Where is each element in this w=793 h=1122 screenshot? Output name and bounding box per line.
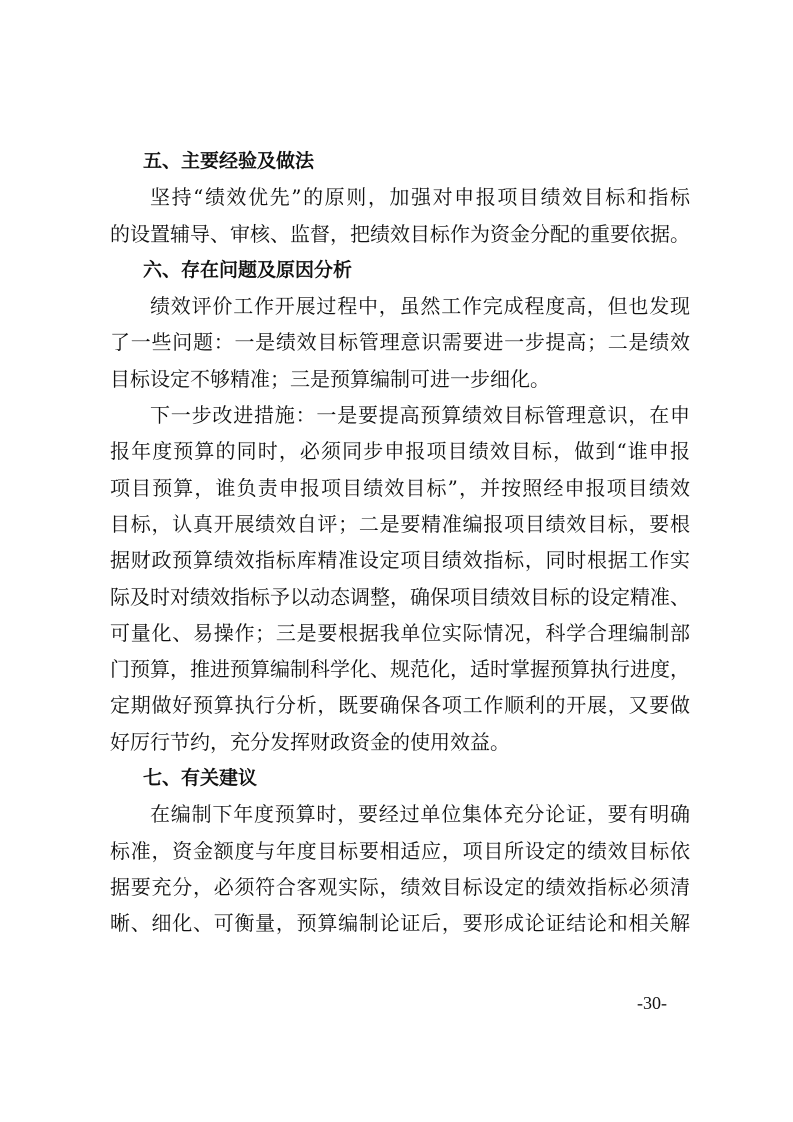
paragraph-line: 的设置辅导、审核、监督，把绩效目标作为资金分配的重要依据。 (110, 221, 690, 246)
section-heading-suggestions: 七、有关建议 (143, 767, 258, 790)
paragraph-line: 绩效评价工作开展过程中，虽然工作完成程度高，但也发现 (150, 294, 690, 319)
paragraph-line: 可量化、易操作；三是要根据我单位实际情况，科学合理编制部 (110, 620, 690, 645)
paragraph-line: 目标设定不够精准；三是预算编制可进一步细化。 (110, 366, 550, 391)
paragraph-line: 在编制下年度预算时，要经过单位集体充分论证，要有明确 (150, 802, 690, 827)
paragraph-line: 晰、细化、可衡量，预算编制论证后，要形成论证结论和相关解 (110, 911, 690, 936)
paragraph-line: 项目预算，谁负责申报项目绩效目标”，并按照经申报项目绩效 (110, 475, 690, 500)
document-body (110, 143, 690, 942)
section-heading-experience: 五、主要经验及做法 (143, 150, 315, 172)
paragraph-line: 标准，资金额度与年度目标要相适应，项目所设定的绩效目标依 (110, 838, 690, 863)
section-heading-problems: 六、存在问题及原因分析 (143, 258, 353, 281)
paragraph-line: 目标，认真开展绩效自评；二是要精准编报项目绩效目标，要根 (110, 511, 690, 536)
paragraph-line: 坚持“绩效优先”的原则，加强对申报项目绩效目标和指标 (150, 185, 690, 210)
paragraph-line: 据财政预算绩效指标库精准设定项目绩效指标，同时根据工作实 (110, 548, 690, 573)
paragraph-line: 好厉行节约，充分发挥财政资金的使用效益。 (110, 729, 510, 754)
paragraph-line: 际及时对绩效指标予以动态调整，确保项目绩效目标的设定精准、 (110, 584, 690, 609)
paragraph-line: 了一些问题：一是绩效目标管理意识需要进一步提高；二是绩效 (110, 330, 690, 355)
paragraph-line: 门预算，推进预算编制科学化、规范化，适时掌握预算执行进度， (110, 657, 690, 682)
paragraph-line: 定期做好预算执行分析，既要确保各项工作顺利的开展，又要做 (110, 693, 690, 718)
page-number: -30- (637, 993, 667, 1013)
paragraph-line: 据要充分，必须符合客观实际，绩效目标设定的绩效指标必须清 (110, 874, 690, 899)
paragraph-line: 报年度预算的同时，必须同步申报项目绩效目标，做到“谁申报 (110, 439, 690, 464)
paragraph-line: 下一步改进措施：一是要提高预算绩效目标管理意识，在申 (150, 403, 690, 428)
